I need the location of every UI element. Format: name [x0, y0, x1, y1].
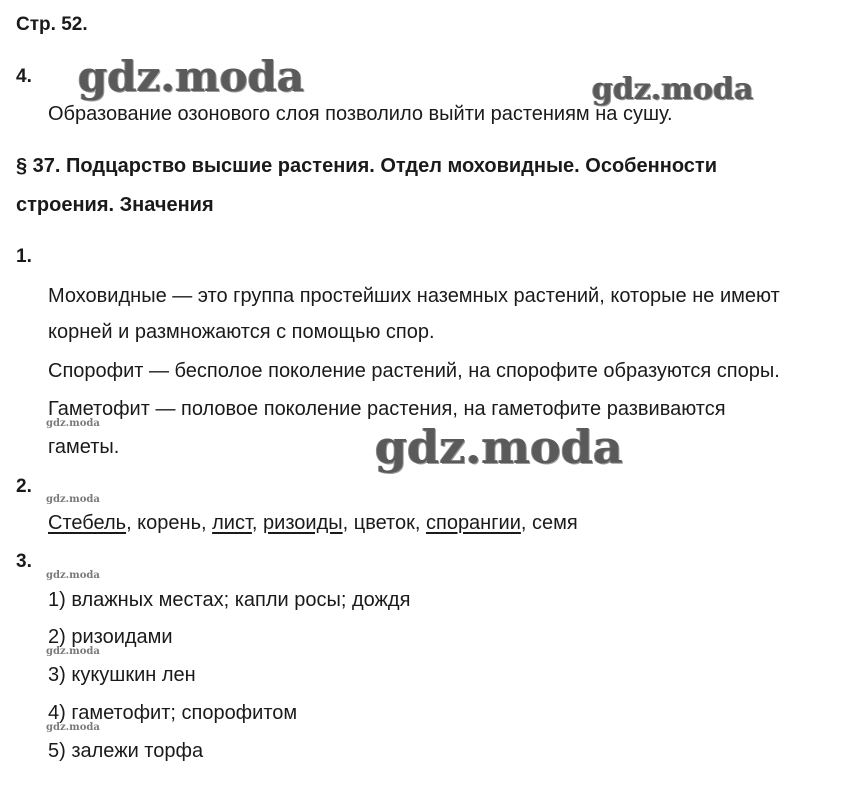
answer-1-line-5: гаметы. — [48, 436, 120, 458]
plant-part-stem: Стебель — [48, 512, 127, 534]
separator: , — [251, 512, 264, 534]
answer-1-line-1: Моховидные — это группа простейших наземных растений, которые не имеют — [48, 285, 780, 307]
answer-4: Образование озонового слоя позволило выйти растениям на сушу. — [48, 103, 673, 125]
answer-3-item-1: 1) влажных местах; капли росы; дождя — [48, 589, 411, 611]
watermark-small: gdz.moda — [46, 570, 100, 581]
answer-3-item-4: 4) гаметофит; спорофитом — [48, 702, 298, 724]
watermark-medium: gdz.moda — [592, 72, 754, 107]
section-title-line-1: § 37. Подцарство высшие растения. Отдел моховидные. Особенности — [16, 155, 717, 177]
page-reference: Стр. 52. — [16, 14, 88, 35]
watermark-small: gdz.moda — [46, 494, 100, 505]
section-title-line-2: строения. Значения — [16, 194, 214, 216]
watermark-large: gdz.moda — [78, 52, 305, 101]
question-number-2: 2. — [16, 476, 32, 497]
question-number-3: 3. — [16, 551, 32, 572]
answer-1-line-2: корней и размножаются с помощью спор. — [48, 321, 435, 343]
answer-1-line-3: Спорофит — бесполое поколение растений, на спорофите образуются споры. — [48, 360, 780, 382]
answer-2 — [48, 512, 578, 535]
question-number-1: 1. — [16, 246, 32, 267]
answer-3-item-2: 2) ризоидами — [48, 626, 173, 648]
watermark-large: gdz.moda — [375, 420, 623, 474]
plant-part-rhizoids: ризоиды — [263, 512, 343, 534]
separator: , корень, — [126, 512, 213, 534]
answer-1-line-4: Гаметофит — половое поколение растения, на гаметофите развиваются — [48, 398, 726, 420]
watermark-small: gdz.moda — [46, 722, 100, 733]
watermark-small: gdz.moda — [46, 646, 100, 657]
answer-3-item-5: 5) залежи торфа — [48, 740, 204, 762]
plant-part-sporangia: спорангии — [425, 512, 521, 534]
answer-3-item-3: 3) кукушкин лен — [48, 664, 196, 686]
question-number-4: 4. — [16, 66, 32, 87]
watermark-small: gdz.moda — [46, 418, 100, 429]
separator: , цветок, — [342, 512, 426, 534]
plant-part-leaf: лист — [212, 512, 252, 534]
separator: , семя — [520, 512, 578, 534]
